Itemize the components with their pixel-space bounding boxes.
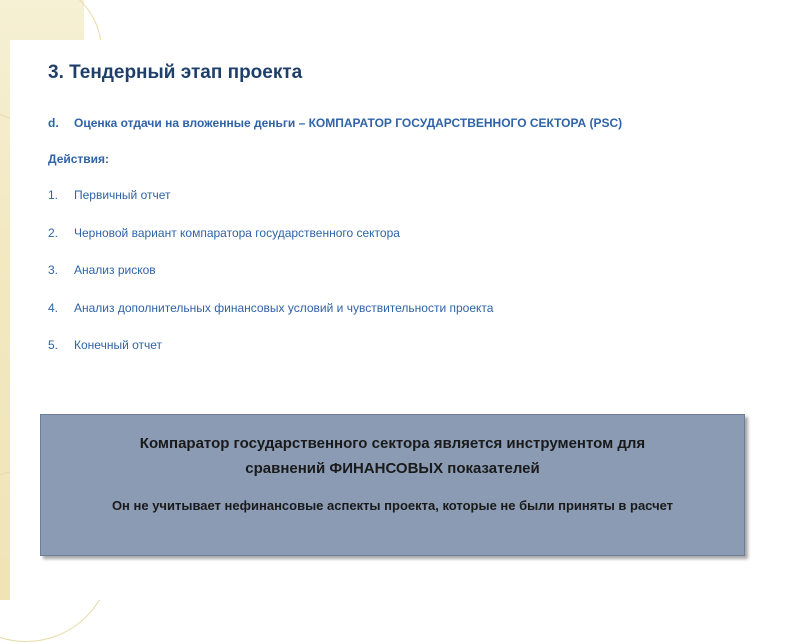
slide-title: 3. Тендерный этап проекта — [48, 62, 303, 83]
info-box — [40, 414, 745, 556]
list-item-number: 5. — [48, 338, 59, 352]
list-item-number: 4. — [48, 300, 59, 315]
info-line2-pre: сравнений — [245, 460, 330, 477]
list-item-text: Черновой вариант компаратора государственного сектора — [74, 225, 400, 240]
list-item-number: 1. — [48, 188, 59, 202]
subtitle-marker: d. — [48, 116, 59, 130]
actions-label: Действия: — [48, 152, 110, 166]
info-box-main — [61, 431, 724, 481]
list-item-number: 3. — [48, 263, 59, 277]
actions-list — [48, 188, 493, 376]
subtitle-text: Оценка отдачи на вложенные деньги – КОМПАРАТОР ГОСУДАРСТВЕННОГО СЕКТОРА (PSC) — [74, 116, 623, 130]
slide — [10, 40, 800, 600]
list-item — [48, 188, 493, 226]
list-item — [48, 263, 493, 301]
info-box-sub: Он не учитывает нефинансовые аспекты проекта, которые не были приняты в расчет — [111, 498, 674, 513]
info-line2-caps: ФИНАНСОВЫХ — [329, 460, 444, 477]
list-item-text: Анализ дополнительных финансовых условий и чувствительности проекта — [74, 300, 494, 315]
list-item — [48, 338, 493, 376]
list-item-text: Анализ рисков — [74, 263, 156, 277]
info-line2-post: показателей — [443, 460, 540, 477]
info-line1: Компаратор государственного сектора является инструментом для — [139, 435, 646, 452]
list-item-number: 2. — [48, 225, 59, 240]
list-item-text: Конечный отчет — [74, 338, 163, 352]
list-item — [48, 301, 493, 339]
list-item — [48, 226, 493, 264]
list-item-text: Первичный отчет — [74, 188, 171, 202]
section-subtitle — [48, 116, 788, 130]
